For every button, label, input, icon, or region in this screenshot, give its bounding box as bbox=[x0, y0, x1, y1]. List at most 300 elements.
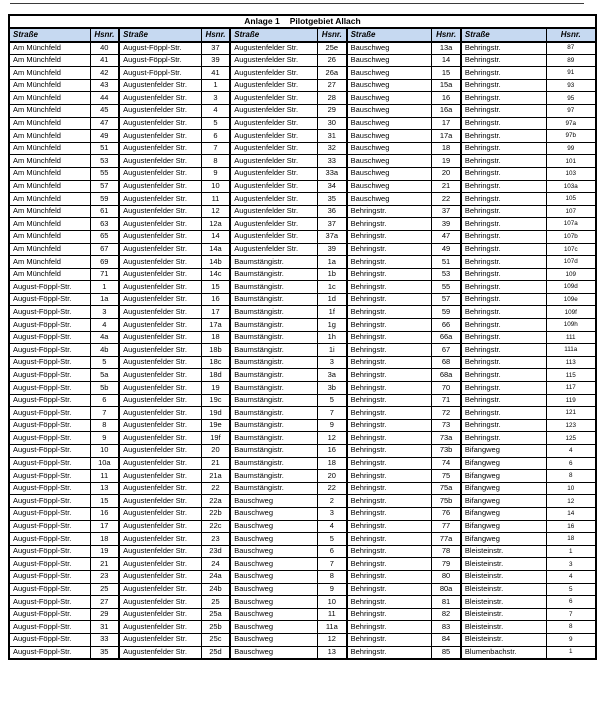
hsnr-cell: 109 bbox=[546, 268, 596, 281]
hsnr-cell: 5 bbox=[90, 356, 119, 369]
hsnr-cell: 109d bbox=[546, 281, 596, 294]
street-cell: Augustenfelder Str. bbox=[119, 256, 201, 269]
street-cell: Augustenfelder Str. bbox=[119, 533, 201, 546]
hsnr-cell: 18b bbox=[201, 344, 230, 357]
hsnr-cell: 18 bbox=[90, 533, 119, 546]
street-cell: Augustenfelder Str. bbox=[119, 608, 201, 621]
street-cell: Behringstr. bbox=[347, 356, 432, 369]
street-cell: Behringstr. bbox=[347, 344, 432, 357]
hsnr-cell: 5a bbox=[90, 369, 119, 382]
hsnr-cell: 53 bbox=[432, 268, 461, 281]
street-cell: Behringstr. bbox=[461, 281, 546, 294]
street-cell: Behringstr. bbox=[461, 67, 546, 80]
hsnr-cell: 1f bbox=[318, 306, 347, 319]
hsnr-cell: 33a bbox=[318, 167, 347, 180]
street-cell: Am Münchfeld bbox=[9, 230, 90, 243]
street-cell: Bifangweg bbox=[461, 533, 546, 546]
table-row bbox=[9, 306, 596, 319]
hsnr-cell: 1 bbox=[546, 646, 596, 659]
hsnr-cell: 39 bbox=[201, 54, 230, 67]
page-title bbox=[9, 15, 596, 28]
street-cell: August-Föppl-Str. bbox=[9, 507, 90, 520]
table-row bbox=[9, 419, 596, 432]
street-cell: Augustenfelder Str. bbox=[119, 407, 201, 420]
street-cell: Bauschweg bbox=[230, 558, 317, 571]
hsnr-cell: 77a bbox=[432, 533, 461, 546]
street-cell: Augustenfelder Str. bbox=[119, 507, 201, 520]
hsnr-cell: 12 bbox=[546, 495, 596, 508]
street-cell: Augustenfelder Str. bbox=[119, 230, 201, 243]
street-cell: Augustenfelder Str. bbox=[119, 104, 201, 117]
street-cell: Behringstr. bbox=[461, 42, 546, 55]
street-cell: Baumstängistr. bbox=[230, 407, 317, 420]
hsnr-cell: 9 bbox=[546, 633, 596, 646]
street-cell: August-Föppl-Str. bbox=[9, 356, 90, 369]
street-cell: Bleisteinstr. bbox=[461, 558, 546, 571]
hsnr-cell: 9 bbox=[318, 583, 347, 596]
street-cell: Augustenfelder Str. bbox=[119, 633, 201, 646]
hsnr-cell: 1 bbox=[546, 545, 596, 558]
table-row bbox=[9, 42, 596, 55]
hsnr-cell: 3b bbox=[318, 382, 347, 395]
table-row bbox=[9, 507, 596, 520]
table-row bbox=[9, 520, 596, 533]
hsnr-cell: 18 bbox=[201, 331, 230, 344]
column-header-street: Straße bbox=[347, 28, 432, 42]
hsnr-cell: 75a bbox=[432, 482, 461, 495]
hsnr-cell: 47 bbox=[90, 117, 119, 130]
table-row bbox=[9, 545, 596, 558]
hsnr-cell: 8 bbox=[546, 470, 596, 483]
hsnr-cell: 32 bbox=[318, 142, 347, 155]
hsnr-cell: 18 bbox=[318, 457, 347, 470]
table-row bbox=[9, 533, 596, 546]
hsnr-cell: 107c bbox=[546, 243, 596, 256]
street-cell: Behringstr. bbox=[347, 369, 432, 382]
hsnr-cell: 67 bbox=[432, 344, 461, 357]
hsnr-cell: 25 bbox=[201, 596, 230, 609]
street-cell: Augustenfelder Str. bbox=[119, 180, 201, 193]
hsnr-cell: 5 bbox=[546, 583, 596, 596]
street-cell: Augustenfelder Str. bbox=[230, 42, 317, 55]
street-cell: Behringstr. bbox=[347, 583, 432, 596]
hsnr-cell: 97 bbox=[546, 104, 596, 117]
street-cell: August-Föppl-Str. bbox=[9, 319, 90, 332]
street-cell: Am Münchfeld bbox=[9, 142, 90, 155]
hsnr-cell: 24a bbox=[201, 570, 230, 583]
hsnr-cell: 20 bbox=[318, 470, 347, 483]
hsnr-cell: 84 bbox=[432, 633, 461, 646]
street-cell: Behringstr. bbox=[347, 507, 432, 520]
street-cell: Augustenfelder Str. bbox=[230, 130, 317, 143]
hsnr-cell: 66 bbox=[432, 319, 461, 332]
hsnr-cell: 59 bbox=[432, 306, 461, 319]
hsnr-cell: 57 bbox=[432, 293, 461, 306]
hsnr-cell: 36 bbox=[318, 205, 347, 218]
hsnr-cell: 25b bbox=[201, 621, 230, 634]
street-cell: Behringstr. bbox=[347, 596, 432, 609]
table-row bbox=[9, 268, 596, 281]
street-cell: Baumstängistr. bbox=[230, 445, 317, 458]
hsnr-cell: 26a bbox=[318, 67, 347, 80]
hsnr-cell: 4 bbox=[546, 445, 596, 458]
hsnr-cell: 109e bbox=[546, 293, 596, 306]
street-cell: August-Föppl-Str. bbox=[9, 646, 90, 659]
hsnr-cell: 25 bbox=[90, 583, 119, 596]
hsnr-cell: 14 bbox=[432, 54, 461, 67]
street-cell: Augustenfelder Str. bbox=[119, 205, 201, 218]
street-cell: Behringstr. bbox=[347, 558, 432, 571]
hsnr-cell: 25e bbox=[318, 42, 347, 55]
street-cell: Behringstr. bbox=[347, 394, 432, 407]
hsnr-cell: 95 bbox=[546, 92, 596, 105]
street-cell: August-Föppl-Str. bbox=[9, 369, 90, 382]
table-row bbox=[9, 331, 596, 344]
hsnr-cell: 1a bbox=[90, 293, 119, 306]
street-cell: Behringstr. bbox=[461, 205, 546, 218]
street-cell: August-Föppl-Str. bbox=[9, 382, 90, 395]
hsnr-cell: 15 bbox=[432, 67, 461, 80]
street-cell: Behringstr. bbox=[347, 482, 432, 495]
street-cell: Am Münchfeld bbox=[9, 256, 90, 269]
street-cell: Baumstängistr. bbox=[230, 457, 317, 470]
table-row bbox=[9, 67, 596, 80]
street-cell: Behringstr. bbox=[461, 193, 546, 206]
hsnr-cell: 24b bbox=[201, 583, 230, 596]
street-cell: Behringstr. bbox=[461, 319, 546, 332]
hsnr-cell: 93 bbox=[546, 79, 596, 92]
hsnr-cell: 73a bbox=[432, 432, 461, 445]
street-cell: August-Föppl-Str. bbox=[9, 331, 90, 344]
street-cell: Augustenfelder Str. bbox=[119, 470, 201, 483]
street-cell: Augustenfelder Str. bbox=[119, 482, 201, 495]
hsnr-cell: 20 bbox=[432, 167, 461, 180]
hsnr-cell: 53 bbox=[90, 155, 119, 168]
street-cell: Baumstängistr. bbox=[230, 344, 317, 357]
street-cell: Behringstr. bbox=[461, 382, 546, 395]
street-cell: Behringstr. bbox=[347, 633, 432, 646]
hsnr-cell: 8 bbox=[546, 621, 596, 634]
street-cell: Am Münchfeld bbox=[9, 130, 90, 143]
hsnr-cell: 40 bbox=[90, 42, 119, 55]
street-cell: Behringstr. bbox=[461, 268, 546, 281]
hsnr-cell: 24 bbox=[201, 558, 230, 571]
hsnr-cell: 3 bbox=[318, 356, 347, 369]
street-cell: Augustenfelder Str. bbox=[230, 205, 317, 218]
hsnr-cell: 87 bbox=[546, 42, 596, 55]
street-cell: Behringstr. bbox=[461, 104, 546, 117]
street-cell: Baumstängistr. bbox=[230, 394, 317, 407]
hsnr-cell: 14b bbox=[201, 256, 230, 269]
street-cell: August-Föppl-Str. bbox=[9, 407, 90, 420]
hsnr-cell: 33 bbox=[90, 633, 119, 646]
table-row bbox=[9, 394, 596, 407]
street-cell: Am Münchfeld bbox=[9, 218, 90, 231]
hsnr-cell: 6 bbox=[546, 596, 596, 609]
street-cell: Behringstr. bbox=[461, 117, 546, 130]
table-row bbox=[9, 583, 596, 596]
table-row bbox=[9, 558, 596, 571]
hsnr-cell: 14 bbox=[201, 230, 230, 243]
hsnr-cell: 34 bbox=[318, 180, 347, 193]
table-row bbox=[9, 243, 596, 256]
hsnr-cell: 43 bbox=[90, 79, 119, 92]
street-cell: Augustenfelder Str. bbox=[230, 92, 317, 105]
street-cell: Behringstr. bbox=[347, 293, 432, 306]
hsnr-cell: 22 bbox=[432, 193, 461, 206]
street-cell: Blumenbachstr. bbox=[461, 646, 546, 659]
title-row bbox=[9, 15, 596, 28]
hsnr-cell: 15a bbox=[432, 79, 461, 92]
hsnr-cell: 16 bbox=[318, 445, 347, 458]
hsnr-cell: 8 bbox=[318, 570, 347, 583]
street-cell: Behringstr. bbox=[347, 382, 432, 395]
street-cell: Behringstr. bbox=[461, 54, 546, 67]
street-cell: August-Föppl-Str. bbox=[9, 545, 90, 558]
hsnr-cell: 75 bbox=[432, 470, 461, 483]
street-cell: Bifangweg bbox=[461, 507, 546, 520]
hsnr-cell: 10a bbox=[90, 457, 119, 470]
hsnr-cell: 76 bbox=[432, 507, 461, 520]
street-cell: Behringstr. bbox=[347, 243, 432, 256]
hsnr-cell: 83 bbox=[432, 621, 461, 634]
street-cell: Augustenfelder Str. bbox=[119, 142, 201, 155]
street-cell: Behringstr. bbox=[461, 218, 546, 231]
hsnr-cell: 18 bbox=[432, 142, 461, 155]
hsnr-cell: 37 bbox=[318, 218, 347, 231]
street-cell: Behringstr. bbox=[461, 369, 546, 382]
table-row bbox=[9, 570, 596, 583]
hsnr-cell: 22 bbox=[318, 482, 347, 495]
street-cell: Baumstängistr. bbox=[230, 331, 317, 344]
hsnr-cell: 49 bbox=[90, 130, 119, 143]
street-cell: Bauschweg bbox=[347, 167, 432, 180]
hsnr-cell: 1i bbox=[318, 344, 347, 357]
street-cell: August-Föppl-Str. bbox=[9, 621, 90, 634]
table-row bbox=[9, 104, 596, 117]
street-cell: Augustenfelder Str. bbox=[119, 394, 201, 407]
hsnr-cell: 22b bbox=[201, 507, 230, 520]
hsnr-cell: 9 bbox=[201, 167, 230, 180]
street-cell: Bauschweg bbox=[347, 142, 432, 155]
hsnr-cell: 59 bbox=[90, 193, 119, 206]
table-row bbox=[9, 432, 596, 445]
hsnr-cell: 4 bbox=[90, 319, 119, 332]
street-cell: Bauschweg bbox=[347, 42, 432, 55]
hsnr-cell: 16 bbox=[432, 92, 461, 105]
hsnr-cell: 17 bbox=[432, 117, 461, 130]
street-cell: Am Münchfeld bbox=[9, 167, 90, 180]
table-row bbox=[9, 596, 596, 609]
street-cell: Baumstängistr. bbox=[230, 293, 317, 306]
street-cell: Behringstr. bbox=[347, 268, 432, 281]
street-cell: August-Föppl-Str. bbox=[9, 608, 90, 621]
street-cell: Augustenfelder Str. bbox=[119, 596, 201, 609]
street-cell: Bifangweg bbox=[461, 482, 546, 495]
street-cell: Am Münchfeld bbox=[9, 205, 90, 218]
street-cell: Am Münchfeld bbox=[9, 92, 90, 105]
title-prefix: Anlage 1 bbox=[244, 15, 280, 26]
hsnr-cell: 31 bbox=[318, 130, 347, 143]
hsnr-cell: 91 bbox=[546, 67, 596, 80]
hsnr-cell: 13 bbox=[318, 646, 347, 659]
street-cell: August-Föppl-Str. bbox=[9, 583, 90, 596]
hsnr-cell: 37a bbox=[318, 230, 347, 243]
hsnr-cell: 70 bbox=[432, 382, 461, 395]
column-header-street: Straße bbox=[461, 28, 546, 42]
street-cell: August-Föppl-Str. bbox=[119, 67, 201, 80]
street-cell: Bauschweg bbox=[347, 67, 432, 80]
hsnr-cell: 103 bbox=[546, 167, 596, 180]
hsnr-cell: 77 bbox=[432, 520, 461, 533]
table-row bbox=[9, 256, 596, 269]
street-cell: Augustenfelder Str. bbox=[119, 382, 201, 395]
street-cell: Bauschweg bbox=[347, 104, 432, 117]
street-cell: Augustenfelder Str. bbox=[119, 545, 201, 558]
table-row bbox=[9, 319, 596, 332]
street-cell: Behringstr. bbox=[461, 130, 546, 143]
street-cell: Augustenfelder Str. bbox=[230, 142, 317, 155]
street-cell: Augustenfelder Str. bbox=[119, 319, 201, 332]
street-cell: Augustenfelder Str. bbox=[230, 167, 317, 180]
hsnr-cell: 6 bbox=[201, 130, 230, 143]
street-cell: Behringstr. bbox=[461, 293, 546, 306]
street-cell: Behringstr. bbox=[461, 142, 546, 155]
street-cell: Behringstr. bbox=[461, 419, 546, 432]
street-cell: Baumstängistr. bbox=[230, 319, 317, 332]
street-cell: Bauschweg bbox=[230, 621, 317, 634]
hsnr-cell: 113 bbox=[546, 356, 596, 369]
street-cell: August-Föppl-Str. bbox=[9, 533, 90, 546]
hsnr-cell: 103a bbox=[546, 180, 596, 193]
street-cell: Augustenfelder Str. bbox=[119, 306, 201, 319]
hsnr-cell: 105 bbox=[546, 193, 596, 206]
hsnr-cell: 25c bbox=[201, 633, 230, 646]
street-cell: Augustenfelder Str. bbox=[119, 243, 201, 256]
hsnr-cell: 107d bbox=[546, 256, 596, 269]
hsnr-cell: 61 bbox=[90, 205, 119, 218]
hsnr-cell: 28 bbox=[318, 92, 347, 105]
street-cell: Am Münchfeld bbox=[9, 117, 90, 130]
street-cell: Behringstr. bbox=[347, 621, 432, 634]
street-cell: Augustenfelder Str. bbox=[230, 79, 317, 92]
hsnr-cell: 71 bbox=[90, 268, 119, 281]
street-cell: Augustenfelder Str. bbox=[230, 117, 317, 130]
street-cell: Behringstr. bbox=[461, 79, 546, 92]
column-header-street: Straße bbox=[230, 28, 317, 42]
hsnr-cell: 1a bbox=[318, 256, 347, 269]
hsnr-cell: 4 bbox=[318, 520, 347, 533]
street-cell: Bauschweg bbox=[230, 646, 317, 659]
hsnr-cell: 27 bbox=[318, 79, 347, 92]
street-cell: Behringstr. bbox=[461, 407, 546, 420]
hsnr-cell: 21 bbox=[90, 558, 119, 571]
table-row bbox=[9, 79, 596, 92]
street-cell: Baumstängistr. bbox=[230, 281, 317, 294]
street-cell: Augustenfelder Str. bbox=[119, 268, 201, 281]
hsnr-cell: 125 bbox=[546, 432, 596, 445]
table-row bbox=[9, 54, 596, 67]
hsnr-cell: 5b bbox=[90, 382, 119, 395]
hsnr-cell: 26 bbox=[318, 54, 347, 67]
street-cell: Behringstr. bbox=[461, 344, 546, 357]
hsnr-cell: 13 bbox=[90, 482, 119, 495]
column-header-number: Hsnr. bbox=[432, 28, 461, 42]
hsnr-cell: 80a bbox=[432, 583, 461, 596]
hsnr-cell: 97a bbox=[546, 117, 596, 130]
street-cell: Behringstr. bbox=[461, 180, 546, 193]
hsnr-cell: 14c bbox=[201, 268, 230, 281]
table-row bbox=[9, 608, 596, 621]
hsnr-cell: 41 bbox=[201, 67, 230, 80]
hsnr-cell: 5 bbox=[318, 533, 347, 546]
hsnr-cell: 4b bbox=[90, 344, 119, 357]
street-cell: Augustenfelder Str. bbox=[119, 570, 201, 583]
table-row bbox=[9, 621, 596, 634]
hsnr-cell: 12 bbox=[318, 633, 347, 646]
hsnr-cell: 7 bbox=[201, 142, 230, 155]
hsnr-cell: 5 bbox=[318, 394, 347, 407]
street-cell: August-Föppl-Str. bbox=[9, 520, 90, 533]
hsnr-cell: 3 bbox=[546, 558, 596, 571]
table-row bbox=[9, 646, 596, 659]
street-cell: Bauschweg bbox=[347, 155, 432, 168]
hsnr-cell: 78 bbox=[432, 545, 461, 558]
street-cell: Bauschweg bbox=[347, 193, 432, 206]
hsnr-cell: 73b bbox=[432, 445, 461, 458]
hsnr-cell: 39 bbox=[432, 218, 461, 231]
street-cell: Behringstr. bbox=[347, 419, 432, 432]
hsnr-cell: 44 bbox=[90, 92, 119, 105]
hsnr-cell: 121 bbox=[546, 407, 596, 420]
street-cell: Bauschweg bbox=[230, 633, 317, 646]
table-row bbox=[9, 445, 596, 458]
street-cell: Behringstr. bbox=[347, 205, 432, 218]
hsnr-cell: 65 bbox=[90, 230, 119, 243]
hsnr-cell: 19d bbox=[201, 407, 230, 420]
street-cell: Augustenfelder Str. bbox=[230, 230, 317, 243]
street-cell: Augustenfelder Str. bbox=[119, 356, 201, 369]
street-cell: Bleisteinstr. bbox=[461, 608, 546, 621]
hsnr-cell: 6 bbox=[318, 545, 347, 558]
street-cell: Behringstr. bbox=[461, 167, 546, 180]
street-cell: Augustenfelder Str. bbox=[119, 331, 201, 344]
hsnr-cell: 23 bbox=[90, 570, 119, 583]
hsnr-cell: 22 bbox=[201, 482, 230, 495]
street-cell: Am Münchfeld bbox=[9, 268, 90, 281]
hsnr-cell: 21 bbox=[432, 180, 461, 193]
hsnr-cell: 7 bbox=[90, 407, 119, 420]
hsnr-cell: 42 bbox=[90, 67, 119, 80]
street-cell: August-Föppl-Str. bbox=[9, 432, 90, 445]
hsnr-cell: 85 bbox=[432, 646, 461, 659]
hsnr-cell: 107a bbox=[546, 218, 596, 231]
hsnr-cell: 11a bbox=[318, 621, 347, 634]
hsnr-cell: 23 bbox=[201, 533, 230, 546]
street-cell: Bauschweg bbox=[230, 495, 317, 508]
street-cell: Augustenfelder Str. bbox=[230, 180, 317, 193]
street-cell: Am Münchfeld bbox=[9, 79, 90, 92]
street-cell: Augustenfelder Str. bbox=[119, 79, 201, 92]
hsnr-cell: 10 bbox=[201, 180, 230, 193]
hsnr-cell: 79 bbox=[432, 558, 461, 571]
street-house-number-table bbox=[8, 14, 597, 660]
street-cell: Augustenfelder Str. bbox=[119, 344, 201, 357]
hsnr-cell: 21 bbox=[201, 457, 230, 470]
hsnr-cell: 25d bbox=[201, 646, 230, 659]
street-cell: Augustenfelder Str. bbox=[230, 218, 317, 231]
street-cell: Baumstängistr. bbox=[230, 356, 317, 369]
